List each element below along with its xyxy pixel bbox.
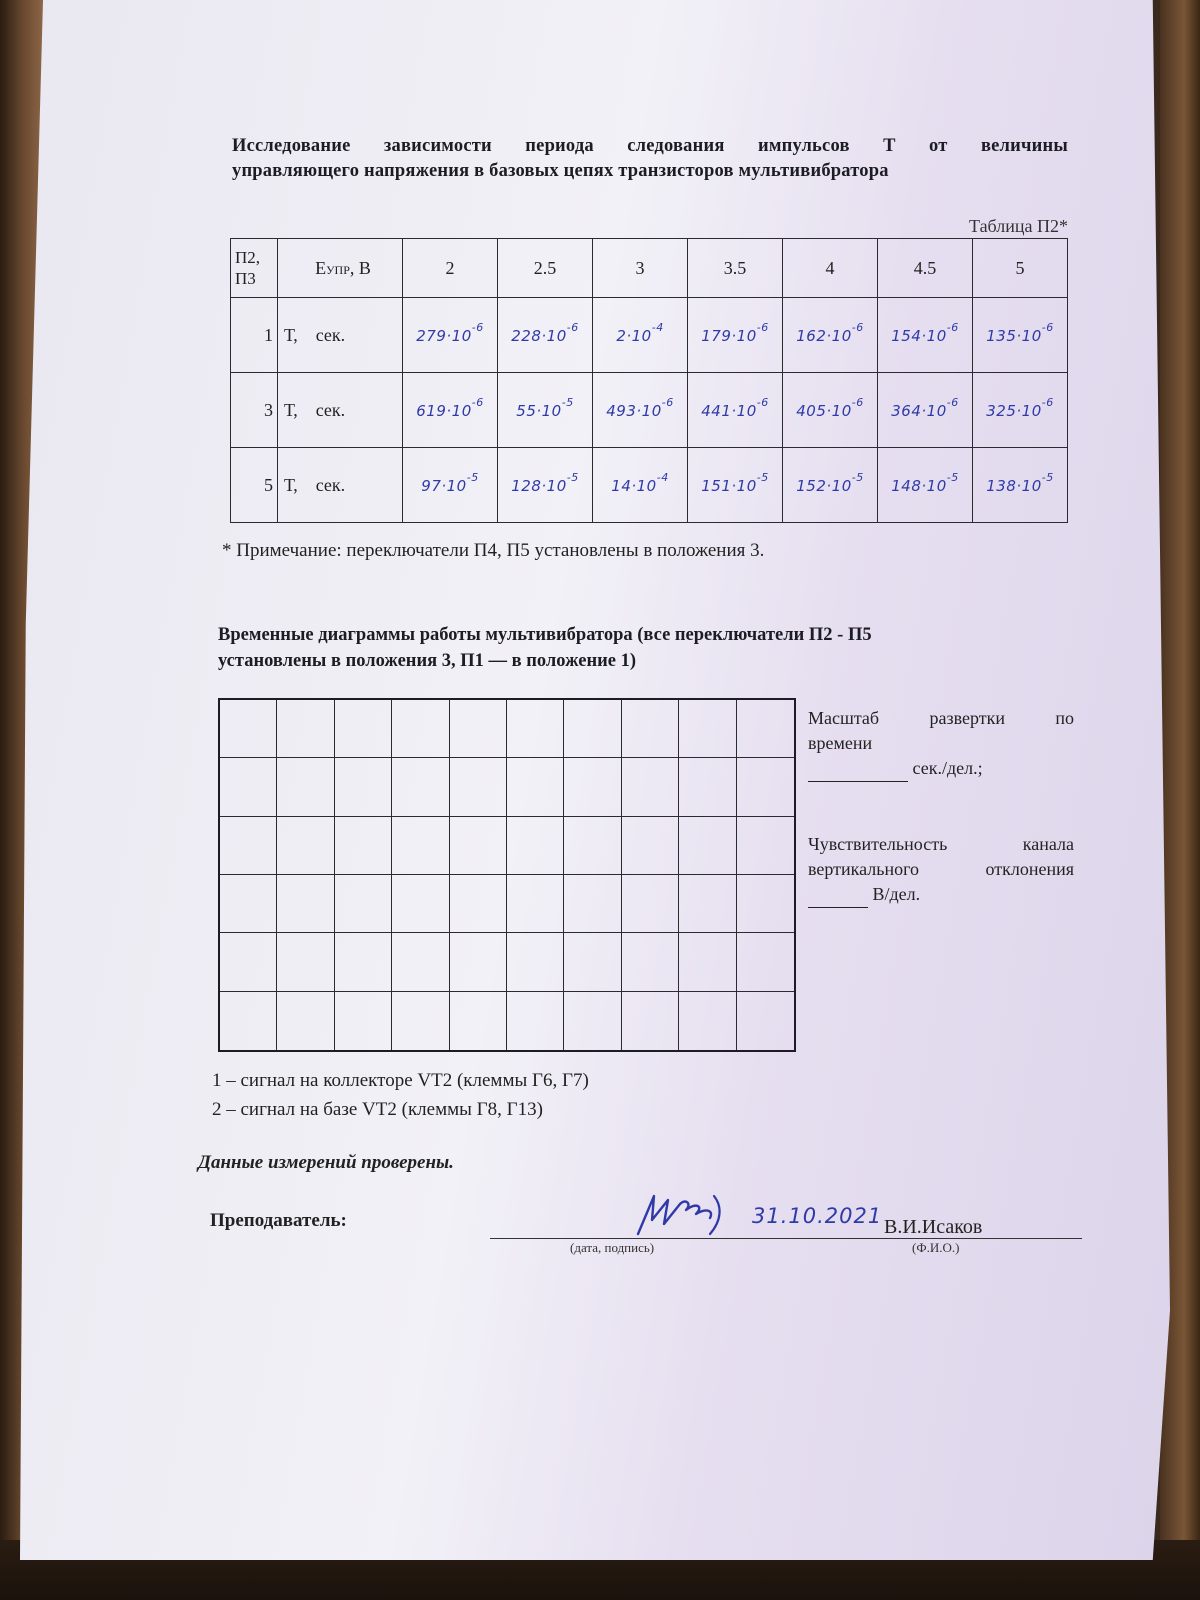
table-row bbox=[231, 448, 1068, 523]
handwritten-value bbox=[701, 470, 769, 495]
table-cell bbox=[593, 373, 688, 448]
value-mantissa: 279·10 bbox=[416, 326, 472, 345]
handwritten-value bbox=[701, 320, 769, 345]
table-cell bbox=[403, 373, 498, 448]
sensitivity-unit: В/дел. bbox=[872, 884, 921, 904]
grid-cell bbox=[679, 758, 736, 816]
grid-cell bbox=[679, 700, 736, 758]
grid-cell bbox=[507, 992, 564, 1050]
header-voltage: 2 bbox=[403, 239, 498, 298]
grid-cell bbox=[392, 933, 449, 991]
grid-cell bbox=[220, 992, 277, 1050]
grid-cell bbox=[220, 817, 277, 875]
handwritten-value bbox=[701, 395, 769, 420]
grid-cell bbox=[277, 992, 334, 1050]
value-mantissa: 162·10 bbox=[796, 326, 852, 345]
grid-cell bbox=[277, 875, 334, 933]
table-cell bbox=[878, 298, 973, 373]
handwritten-value bbox=[891, 470, 959, 495]
value-exponent: -6 bbox=[756, 320, 769, 334]
header-voltage: 2.5 bbox=[498, 239, 593, 298]
grid-cell bbox=[507, 817, 564, 875]
grid-cell bbox=[392, 817, 449, 875]
value-exponent: -5 bbox=[946, 470, 959, 484]
table-note: * Примечание: переключатели П4, П5 установлены в положения 3. bbox=[222, 540, 765, 561]
handwritten-value bbox=[986, 395, 1054, 420]
grid-cell bbox=[220, 875, 277, 933]
header-voltage: 4.5 bbox=[878, 239, 973, 298]
time-scale-label-line-2: времени bbox=[808, 733, 873, 753]
table-header-row bbox=[231, 239, 1068, 298]
value-mantissa: 179·10 bbox=[701, 326, 757, 345]
header-parameter bbox=[278, 239, 403, 298]
handwritten-value bbox=[891, 320, 959, 345]
grid-cell bbox=[335, 933, 392, 991]
grid-cell bbox=[450, 933, 507, 991]
value-mantissa: 151·10 bbox=[701, 476, 757, 495]
value-mantissa: 441·10 bbox=[701, 401, 757, 420]
grid-cell bbox=[622, 875, 679, 933]
header-param-unit: , В bbox=[349, 257, 371, 278]
sensitivity-blank[interactable] bbox=[808, 882, 868, 908]
value-mantissa: 619·10 bbox=[416, 401, 472, 420]
grid-cell bbox=[679, 875, 736, 933]
value-exponent: -5 bbox=[466, 470, 479, 484]
value-exponent: -4 bbox=[651, 320, 664, 334]
header-param-main: Е bbox=[315, 257, 327, 278]
handwritten-value bbox=[516, 395, 574, 420]
value-exponent: -5 bbox=[851, 470, 864, 484]
grid-cell bbox=[564, 758, 621, 816]
value-mantissa: 97·10 bbox=[421, 476, 467, 495]
grid-cell bbox=[737, 875, 794, 933]
value-exponent: -5 bbox=[756, 470, 769, 484]
value-mantissa: 228·10 bbox=[511, 326, 567, 345]
value-exponent: -6 bbox=[756, 395, 769, 409]
table-cell bbox=[498, 448, 593, 523]
header-param-sub: УПР bbox=[326, 262, 350, 277]
grid-cell bbox=[737, 817, 794, 875]
handwritten-value bbox=[986, 320, 1054, 345]
value-exponent: -6 bbox=[471, 320, 484, 334]
sensitivity-label-line-1: Чувствительность канала bbox=[808, 834, 1074, 854]
grid-cell bbox=[564, 992, 621, 1050]
grid-cell bbox=[450, 758, 507, 816]
table-cell bbox=[688, 373, 783, 448]
header-voltage: 4 bbox=[783, 239, 878, 298]
grid-cell bbox=[507, 875, 564, 933]
value-exponent: -6 bbox=[851, 320, 864, 334]
section-heading-period bbox=[232, 134, 1068, 184]
handwritten-value bbox=[986, 470, 1054, 495]
section-heading-diagrams bbox=[218, 622, 1078, 674]
grid-cell bbox=[450, 700, 507, 758]
value-exponent: -5 bbox=[561, 395, 574, 409]
measurement-table bbox=[230, 238, 1068, 523]
value-exponent: -6 bbox=[946, 320, 959, 334]
header-voltage: 3 bbox=[593, 239, 688, 298]
grid-cell bbox=[507, 933, 564, 991]
value-mantissa: 135·10 bbox=[986, 326, 1042, 345]
handwritten-value bbox=[416, 395, 484, 420]
grid-cell bbox=[622, 992, 679, 1050]
table-cell bbox=[498, 298, 593, 373]
grid-cell bbox=[737, 992, 794, 1050]
handwritten-value bbox=[796, 470, 864, 495]
grid-cell bbox=[392, 700, 449, 758]
value-mantissa: 128·10 bbox=[511, 476, 567, 495]
handwritten-signature bbox=[630, 1190, 730, 1240]
grid-cell bbox=[679, 933, 736, 991]
sensitivity-entry bbox=[808, 882, 1074, 908]
table-cell bbox=[783, 373, 878, 448]
grid-cell bbox=[679, 992, 736, 1050]
table-cell bbox=[593, 448, 688, 523]
grid-cell bbox=[392, 992, 449, 1050]
grid-cell bbox=[335, 992, 392, 1050]
value-exponent: -5 bbox=[1041, 470, 1054, 484]
diagram-title-line-1: Временные диаграммы работы мультивибратора (все переключатели П2 - П5 bbox=[218, 625, 872, 645]
table-cell bbox=[688, 298, 783, 373]
value-exponent: -6 bbox=[851, 395, 864, 409]
table-row bbox=[231, 298, 1068, 373]
handwritten-value bbox=[511, 470, 579, 495]
grid-cell bbox=[335, 700, 392, 758]
grid-cell bbox=[335, 758, 392, 816]
row-parameter: Т, сек. bbox=[278, 448, 403, 523]
grid-cell bbox=[622, 700, 679, 758]
value-exponent: -6 bbox=[946, 395, 959, 409]
time-scale-field bbox=[808, 706, 1074, 782]
table-row bbox=[231, 373, 1068, 448]
grid-cell bbox=[450, 817, 507, 875]
time-scale-entry bbox=[808, 756, 1074, 782]
grid-cell bbox=[392, 875, 449, 933]
grid-cell bbox=[564, 875, 621, 933]
handwritten-value bbox=[416, 320, 484, 345]
handwritten-value bbox=[891, 395, 959, 420]
grid-cell bbox=[220, 700, 277, 758]
date-signature-caption: (дата, подпись) bbox=[570, 1240, 655, 1255]
grid-cell bbox=[622, 758, 679, 816]
header-voltage: 3.5 bbox=[688, 239, 783, 298]
verification-text: Данные измерений проверены. bbox=[198, 1152, 454, 1173]
grid-cell bbox=[507, 758, 564, 816]
value-mantissa: 55·10 bbox=[516, 401, 562, 420]
value-exponent: -6 bbox=[1041, 395, 1054, 409]
grid-cell bbox=[622, 933, 679, 991]
table-caption: Таблица П2* bbox=[969, 216, 1068, 236]
grid-cell bbox=[679, 817, 736, 875]
value-exponent: -6 bbox=[566, 320, 579, 334]
handwritten-value bbox=[611, 470, 669, 495]
grid-cell bbox=[450, 992, 507, 1050]
handwritten-value bbox=[421, 470, 479, 495]
grid-cell bbox=[220, 758, 277, 816]
value-exponent: -6 bbox=[1041, 320, 1054, 334]
sensitivity-field bbox=[808, 832, 1074, 908]
heading-line-1: Исследование зависимости периода следования импульсов Т от величины bbox=[232, 136, 1068, 156]
grid-cell bbox=[277, 758, 334, 816]
table-cell bbox=[973, 373, 1068, 448]
table-cell bbox=[783, 298, 878, 373]
time-scale-unit: сек./дел.; bbox=[912, 758, 983, 778]
value-exponent: -6 bbox=[471, 395, 484, 409]
time-scale-blank[interactable] bbox=[808, 756, 908, 782]
table-cell bbox=[593, 298, 688, 373]
grid-cell bbox=[392, 758, 449, 816]
teacher-label: Преподаватель: bbox=[210, 1210, 347, 1231]
value-exponent: -6 bbox=[661, 395, 674, 409]
table-cell bbox=[403, 298, 498, 373]
legend-item-collector: 1 – сигнал на коллекторе VT2 (клеммы Г6, Г7) bbox=[212, 1070, 589, 1091]
signature-line bbox=[490, 1238, 1082, 1239]
grid-cell bbox=[335, 875, 392, 933]
value-mantissa: 14·10 bbox=[611, 476, 657, 495]
table-cell bbox=[878, 373, 973, 448]
handwritten-value bbox=[796, 395, 864, 420]
handwritten-value bbox=[606, 395, 674, 420]
heading-line-2: управляющего напряжения в базовых цепях транзисторов мультивибратора bbox=[232, 161, 889, 181]
grid-cell bbox=[277, 817, 334, 875]
value-mantissa: 152·10 bbox=[796, 476, 852, 495]
legend-item-base: 2 – сигнал на базе VT2 (клеммы Г8, Г13) bbox=[212, 1099, 543, 1120]
grid-cell bbox=[220, 933, 277, 991]
value-exponent: -5 bbox=[566, 470, 579, 484]
teacher-name: В.И.Исаков bbox=[884, 1216, 983, 1238]
table-cell bbox=[498, 373, 593, 448]
value-mantissa: 405·10 bbox=[796, 401, 852, 420]
grid-cell bbox=[450, 875, 507, 933]
diagram-title-line-2: установлены в положения 3, П1 — в положение 1) bbox=[218, 651, 637, 671]
value-mantissa: 2·10 bbox=[616, 326, 652, 345]
grid-cell bbox=[335, 817, 392, 875]
diagram-legend bbox=[212, 1066, 589, 1124]
fio-caption: (Ф.И.О.) bbox=[912, 1240, 960, 1255]
header-voltage: 5 bbox=[973, 239, 1068, 298]
grid-cell bbox=[507, 700, 564, 758]
table-cell bbox=[973, 298, 1068, 373]
value-exponent: -4 bbox=[656, 470, 669, 484]
row-parameter: Т, сек. bbox=[278, 298, 403, 373]
grid-cell bbox=[277, 700, 334, 758]
time-scale-label-line-1: Масштаб развертки по bbox=[808, 708, 1074, 728]
value-mantissa: 154·10 bbox=[891, 326, 947, 345]
value-mantissa: 138·10 bbox=[986, 476, 1042, 495]
value-mantissa: 364·10 bbox=[891, 401, 947, 420]
sensitivity-label-line-2: вертикального отклонения bbox=[808, 859, 1074, 879]
value-mantissa: 325·10 bbox=[986, 401, 1042, 420]
value-mantissa: 493·10 bbox=[606, 401, 662, 420]
grid-cell bbox=[564, 933, 621, 991]
row-position: 1 bbox=[231, 298, 278, 373]
header-switch: П2, П3 bbox=[231, 239, 278, 298]
oscillogram-grid bbox=[218, 698, 796, 1052]
table-cell bbox=[403, 448, 498, 523]
row-parameter: Т, сек. bbox=[278, 373, 403, 448]
grid-cell bbox=[564, 817, 621, 875]
grid-cell bbox=[622, 817, 679, 875]
grid-cell bbox=[737, 700, 794, 758]
grid-cell bbox=[564, 700, 621, 758]
value-mantissa: 148·10 bbox=[891, 476, 947, 495]
grid-cell bbox=[737, 933, 794, 991]
row-position: 5 bbox=[231, 448, 278, 523]
table-cell bbox=[878, 448, 973, 523]
row-position: 3 bbox=[231, 373, 278, 448]
handwritten-value bbox=[616, 320, 664, 345]
handwritten-date: 31.10.2021 bbox=[752, 1204, 883, 1228]
table-cell bbox=[973, 448, 1068, 523]
table-cell bbox=[688, 448, 783, 523]
handwritten-value bbox=[796, 320, 864, 345]
grid-cell bbox=[277, 933, 334, 991]
handwritten-value bbox=[511, 320, 579, 345]
table-cell bbox=[783, 448, 878, 523]
grid-cell bbox=[737, 758, 794, 816]
